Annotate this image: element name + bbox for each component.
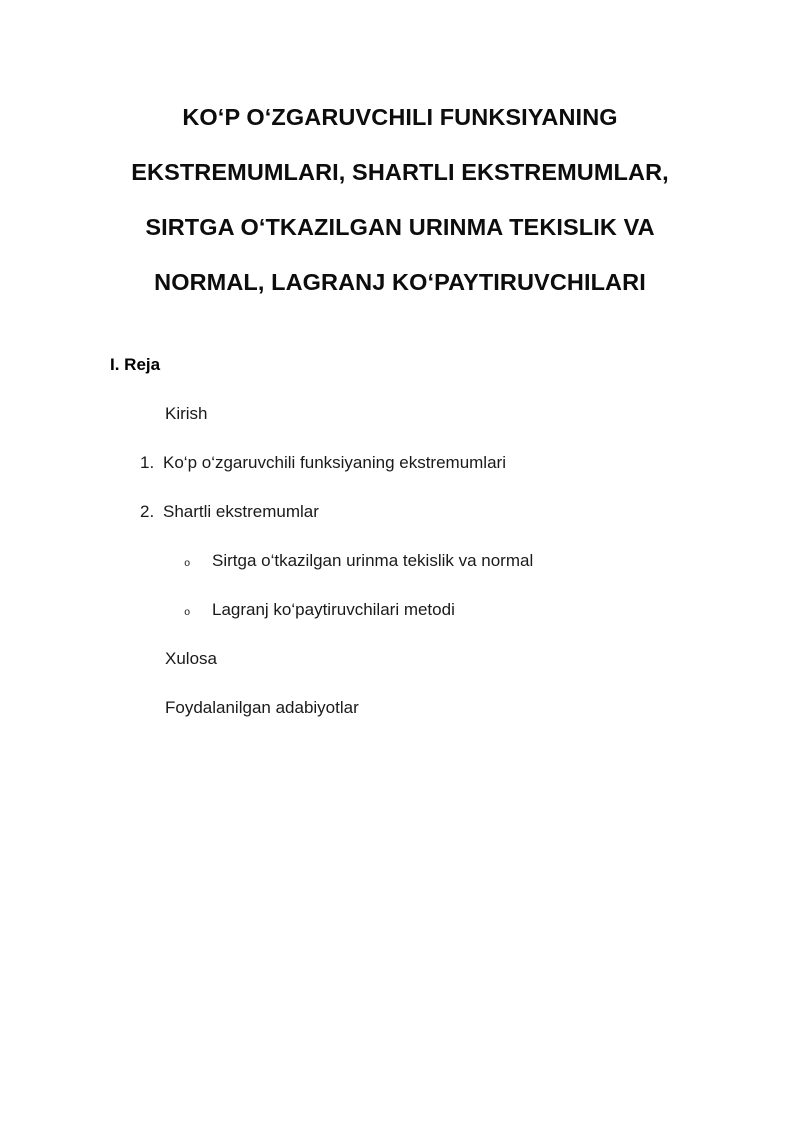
plan-subitem-2	[0, 597, 800, 646]
plan-heading: I. Reja	[110, 355, 161, 374]
bullet-o-icon: o	[184, 607, 191, 619]
plan-subitem-1	[0, 548, 800, 597]
plan-item-2	[0, 499, 800, 548]
plan-outline	[0, 352, 800, 744]
title-line-2: EKSTREMUMLARI, SHARTLI EKSTREMUMLAR,	[131, 158, 669, 185]
list-marker: 1.	[140, 453, 155, 472]
plan-item-conclusion: Xulosa	[165, 649, 217, 668]
list-item-label: Ko‘p o‘zgaruvchili funksiyaning ekstremumlari	[163, 453, 506, 472]
page-title	[70, 90, 730, 310]
plan-item-intro: Kirish	[165, 404, 208, 423]
title-line-3: SIRTGA O‘TKAZILGAN URINMA TEKISLIK VA	[145, 213, 655, 240]
list-item-label: Lagranj ko‘paytiruvchilari metodi	[212, 600, 455, 619]
plan-item-references: Foydalanilgan adabiyotlar	[165, 698, 359, 717]
list-marker: 2.	[140, 502, 155, 521]
bullet-o-icon: o	[184, 558, 191, 570]
plan-item-1	[0, 450, 800, 499]
list-item-label: Sirtga o‘tkazilgan urinma tekislik va normal	[212, 551, 534, 570]
title-line-4: NORMAL, LAGRANJ KO‘PAYTIRUVCHILARI	[154, 268, 646, 295]
list-item-label: Shartli ekstremumlar	[163, 502, 319, 521]
title-line-1: KO‘P O‘ZGARUVCHILI FUNKSIYANING	[182, 103, 618, 130]
